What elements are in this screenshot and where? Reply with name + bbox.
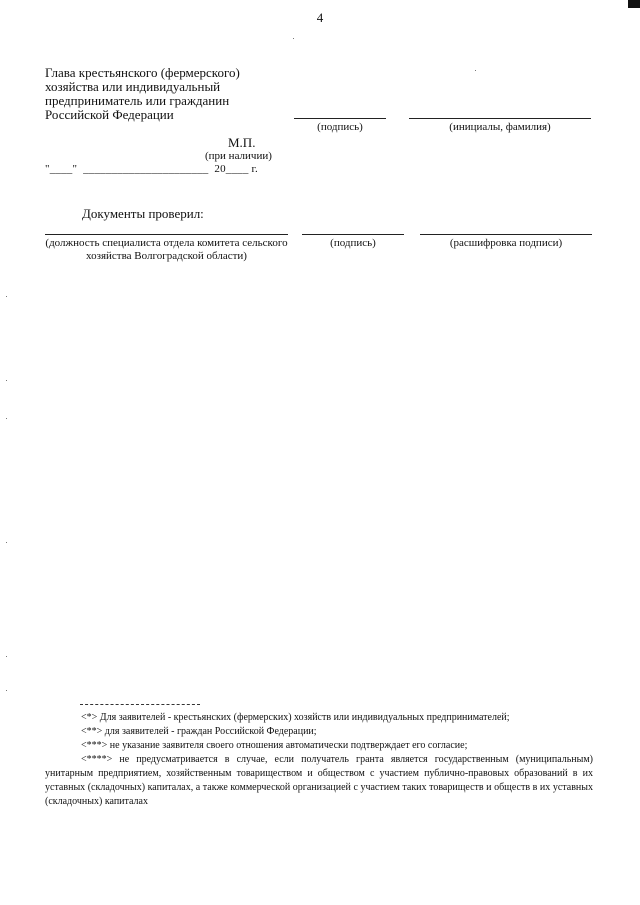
applicant-signature-line [294, 118, 386, 119]
footnote-item: <**> для заявителей - граждан Российской Федерации; [81, 726, 317, 737]
applicant-initials-caption: (инициалы, фамилия) [449, 121, 551, 133]
page-number: 4 [316, 10, 324, 25]
specialist-position-line [45, 234, 288, 235]
applicant-signature-caption: (подпись) [317, 121, 363, 133]
scan-speck [6, 380, 7, 381]
footnote-item: <****> не предусматривается в случае, если получатель гранта является государственным (муниципальным) унитарным предприятием, хозяйственным товариществом и обществом с участием публично-правовых образований в их уставных (складочных) капиталах, а также коммерческой организацией с участием таких товариществ и обществ в их уставных (складочных) капиталах [45, 754, 593, 807]
date-line: "____" ______________________ 20____ г. [45, 163, 258, 175]
specialist-signature-caption: (подпись) [330, 237, 376, 249]
footnote-item: <*> Для заявителей - крестьянских (фермерских) хозяйств или индивидуальных предпринимателей; [81, 712, 510, 723]
documents-checked-label: Документы проверил: [82, 206, 204, 221]
scan-speck [6, 656, 7, 657]
scan-speck [6, 296, 7, 297]
signature-decoding-caption: (расшифровка подписи) [449, 237, 563, 249]
specialist-position-caption: (должность специалиста отдела комитета сельского хозяйства Волгоградской области) [45, 237, 288, 262]
footnote-item: <***> не указание заявителя своего отношения автоматически подтверждает его согласие; [81, 740, 468, 751]
scan-speck [6, 418, 7, 419]
scan-speck [475, 70, 476, 71]
footnote-divider [80, 704, 200, 705]
scan-speck [293, 38, 294, 39]
applicant-label: Глава крестьянского (фермерского) хозяйства или индивидуальный предприниматель или гражданин Российской Федерации [45, 65, 240, 122]
scan-corner-mark [628, 0, 640, 8]
scan-speck [6, 542, 7, 543]
footnotes [45, 711, 593, 809]
stamp-label: М.П. [228, 135, 256, 150]
signature-decoding-line [420, 234, 592, 235]
scan-speck [6, 690, 7, 691]
stamp-note: (при наличии) [205, 150, 272, 162]
applicant-initials-line [409, 118, 591, 119]
specialist-signature-line [302, 234, 404, 235]
